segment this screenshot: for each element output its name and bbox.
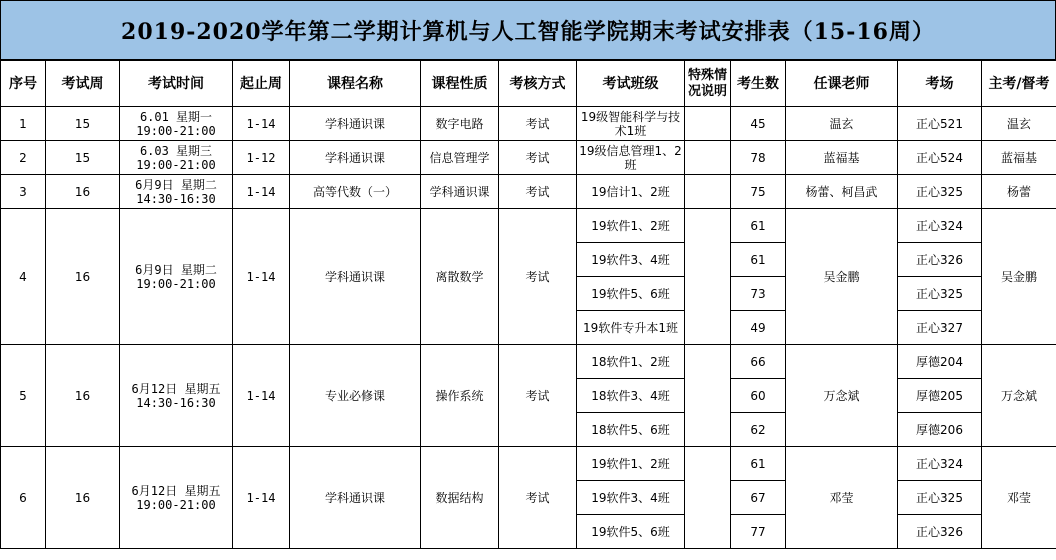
row-number-cell: 6 bbox=[1, 447, 46, 549]
exam-week-cell: 15 bbox=[46, 141, 120, 175]
exam-room-cell: 正心524 bbox=[898, 141, 982, 175]
row-number-cell: 4 bbox=[1, 209, 46, 345]
row-number-cell: 3 bbox=[1, 175, 46, 209]
special-note-cell bbox=[685, 175, 731, 209]
exam-room-cell: 正心326 bbox=[898, 243, 982, 277]
student-count-cell: 60 bbox=[731, 379, 786, 413]
student-count-cell: 73 bbox=[731, 277, 786, 311]
exam-class-cell: 18软件3、4班 bbox=[577, 379, 685, 413]
teacher-cell: 杨蕾、柯昌武 bbox=[786, 175, 898, 209]
proctor-cell: 万念斌 bbox=[982, 345, 1056, 447]
header-cell: 任课老师 bbox=[786, 61, 898, 107]
exam-hours-text: 19:00-21:00 bbox=[136, 123, 216, 138]
course-name-cell: 学科通识课 bbox=[290, 447, 421, 549]
exam-room-cell: 正心327 bbox=[898, 311, 982, 345]
exam-time-cell bbox=[120, 345, 233, 447]
table-row bbox=[1, 175, 1056, 209]
student-count-cell: 49 bbox=[731, 311, 786, 345]
exam-class-cell: 18软件5、6班 bbox=[577, 413, 685, 447]
header-row bbox=[1, 61, 1056, 107]
exam-class-cell: 19软件3、4班 bbox=[577, 481, 685, 515]
student-count-cell: 61 bbox=[731, 209, 786, 243]
assessment-mode-cell: 考试 bbox=[499, 141, 577, 175]
exam-date-text: 6月9日 星期二 bbox=[135, 177, 217, 192]
header-cell: 特殊情况说明 bbox=[685, 61, 731, 107]
student-count-cell: 66 bbox=[731, 345, 786, 379]
special-note-cell bbox=[685, 209, 731, 345]
exam-hours-text: 19:00-21:00 bbox=[136, 497, 216, 512]
exam-room-cell: 正心521 bbox=[898, 107, 982, 141]
proctor-cell: 杨蕾 bbox=[982, 175, 1056, 209]
header-cell: 考试时间 bbox=[120, 61, 233, 107]
exam-room-cell: 厚德206 bbox=[898, 413, 982, 447]
table-row bbox=[1, 447, 1056, 481]
exam-room-cell: 厚德205 bbox=[898, 379, 982, 413]
course-name-cell: 专业必修课 bbox=[290, 345, 421, 447]
exam-week-cell: 16 bbox=[46, 175, 120, 209]
exam-time-cell bbox=[120, 209, 233, 345]
header-cell: 课程性质 bbox=[421, 61, 499, 107]
special-note-cell bbox=[685, 447, 731, 549]
exam-time-cell bbox=[120, 141, 233, 175]
special-note-cell bbox=[685, 141, 731, 175]
exam-hours-text: 19:00-21:00 bbox=[136, 157, 216, 172]
exam-time-cell bbox=[120, 175, 233, 209]
exam-hours-text: 19:00-21:00 bbox=[136, 276, 216, 291]
header-cell: 考试周 bbox=[46, 61, 120, 107]
header-cell: 考试班级 bbox=[577, 61, 685, 107]
assessment-mode-cell: 考试 bbox=[499, 175, 577, 209]
exam-class-cell: 19级信息管理1、2班 bbox=[577, 141, 685, 175]
week-range-cell: 1-14 bbox=[233, 107, 290, 141]
exam-date-text: 6月12日 星期五 bbox=[131, 483, 221, 498]
exam-week-cell: 15 bbox=[46, 107, 120, 141]
week-range-cell: 1-12 bbox=[233, 141, 290, 175]
exam-time-cell bbox=[120, 107, 233, 141]
proctor-cell: 吴金鹏 bbox=[982, 209, 1056, 345]
exam-week-cell: 16 bbox=[46, 447, 120, 549]
header-cell: 主考/督考 bbox=[982, 61, 1056, 107]
exam-class-cell: 19级智能科学与技术1班 bbox=[577, 107, 685, 141]
exam-room-cell: 正心325 bbox=[898, 175, 982, 209]
row-number-cell: 5 bbox=[1, 345, 46, 447]
week-range-cell: 1-14 bbox=[233, 447, 290, 549]
header-cell: 课程名称 bbox=[290, 61, 421, 107]
course-nature-cell: 学科通识课 bbox=[421, 175, 499, 209]
header-cell: 序号 bbox=[1, 61, 46, 107]
exam-table bbox=[0, 60, 1056, 549]
teacher-cell: 万念斌 bbox=[786, 345, 898, 447]
student-count-cell: 45 bbox=[731, 107, 786, 141]
student-count-cell: 77 bbox=[731, 515, 786, 549]
row-number-cell: 1 bbox=[1, 107, 46, 141]
header-cell: 考生数 bbox=[731, 61, 786, 107]
assessment-mode-cell: 考试 bbox=[499, 345, 577, 447]
header-cell: 考场 bbox=[898, 61, 982, 107]
table-body bbox=[1, 107, 1056, 549]
assessment-mode-cell: 考试 bbox=[499, 107, 577, 141]
course-name-cell: 学科通识课 bbox=[290, 209, 421, 345]
row-number-cell: 2 bbox=[1, 141, 46, 175]
header-cell: 起止周 bbox=[233, 61, 290, 107]
exam-week-cell: 16 bbox=[46, 345, 120, 447]
exam-room-cell: 正心324 bbox=[898, 447, 982, 481]
assessment-mode-cell: 考试 bbox=[499, 447, 577, 549]
teacher-cell: 温玄 bbox=[786, 107, 898, 141]
week-range-cell: 1-14 bbox=[233, 345, 290, 447]
course-name-cell: 学科通识课 bbox=[290, 107, 421, 141]
teacher-cell: 邓莹 bbox=[786, 447, 898, 549]
exam-week-cell: 16 bbox=[46, 209, 120, 345]
teacher-cell: 吴金鹏 bbox=[786, 209, 898, 345]
course-nature-cell: 数据结构 bbox=[421, 447, 499, 549]
exam-date-text: 6.01 星期一 bbox=[139, 109, 213, 124]
course-name-cell: 高等代数（一） bbox=[290, 175, 421, 209]
exam-time-cell bbox=[120, 447, 233, 549]
course-nature-cell: 数字电路 bbox=[421, 107, 499, 141]
table-row bbox=[1, 141, 1056, 175]
student-count-cell: 61 bbox=[731, 447, 786, 481]
exam-date-text: 6.03 星期三 bbox=[139, 143, 213, 158]
exam-date-text: 6月9日 星期二 bbox=[135, 262, 217, 277]
exam-room-cell: 正心325 bbox=[898, 277, 982, 311]
table-row bbox=[1, 209, 1056, 243]
proctor-cell: 温玄 bbox=[982, 107, 1056, 141]
course-nature-cell: 信息管理学 bbox=[421, 141, 499, 175]
exam-hours-text: 14:30-16:30 bbox=[136, 191, 216, 206]
exam-date-text: 6月12日 星期五 bbox=[131, 381, 221, 396]
week-range-cell: 1-14 bbox=[233, 209, 290, 345]
assessment-mode-cell: 考试 bbox=[499, 209, 577, 345]
exam-class-cell: 19软件专升本1班 bbox=[577, 311, 685, 345]
sheet-title: 2019-2020学年第二学期计算机与人工智能学院期末考试安排表（15-16周） bbox=[0, 0, 1056, 60]
table-row bbox=[1, 345, 1056, 379]
header-cell: 考核方式 bbox=[499, 61, 577, 107]
exam-class-cell: 18软件1、2班 bbox=[577, 345, 685, 379]
exam-room-cell: 正心325 bbox=[898, 481, 982, 515]
exam-room-cell: 厚德204 bbox=[898, 345, 982, 379]
student-count-cell: 62 bbox=[731, 413, 786, 447]
table-row bbox=[1, 107, 1056, 141]
exam-hours-text: 14:30-16:30 bbox=[136, 395, 216, 410]
course-name-cell: 学科通识课 bbox=[290, 141, 421, 175]
student-count-cell: 78 bbox=[731, 141, 786, 175]
teacher-cell: 蓝福基 bbox=[786, 141, 898, 175]
student-count-cell: 61 bbox=[731, 243, 786, 277]
exam-class-cell: 19软件1、2班 bbox=[577, 209, 685, 243]
exam-class-cell: 19软件5、6班 bbox=[577, 277, 685, 311]
student-count-cell: 67 bbox=[731, 481, 786, 515]
week-range-cell: 1-14 bbox=[233, 175, 290, 209]
student-count-cell: 75 bbox=[731, 175, 786, 209]
special-note-cell bbox=[685, 107, 731, 141]
exam-room-cell: 正心324 bbox=[898, 209, 982, 243]
exam-class-cell: 19软件1、2班 bbox=[577, 447, 685, 481]
proctor-cell: 邓莹 bbox=[982, 447, 1056, 549]
exam-room-cell: 正心326 bbox=[898, 515, 982, 549]
special-note-cell bbox=[685, 345, 731, 447]
proctor-cell: 蓝福基 bbox=[982, 141, 1056, 175]
exam-class-cell: 19软件5、6班 bbox=[577, 515, 685, 549]
course-nature-cell: 操作系统 bbox=[421, 345, 499, 447]
exam-class-cell: 19信计1、2班 bbox=[577, 175, 685, 209]
course-nature-cell: 离散数学 bbox=[421, 209, 499, 345]
exam-class-cell: 19软件3、4班 bbox=[577, 243, 685, 277]
